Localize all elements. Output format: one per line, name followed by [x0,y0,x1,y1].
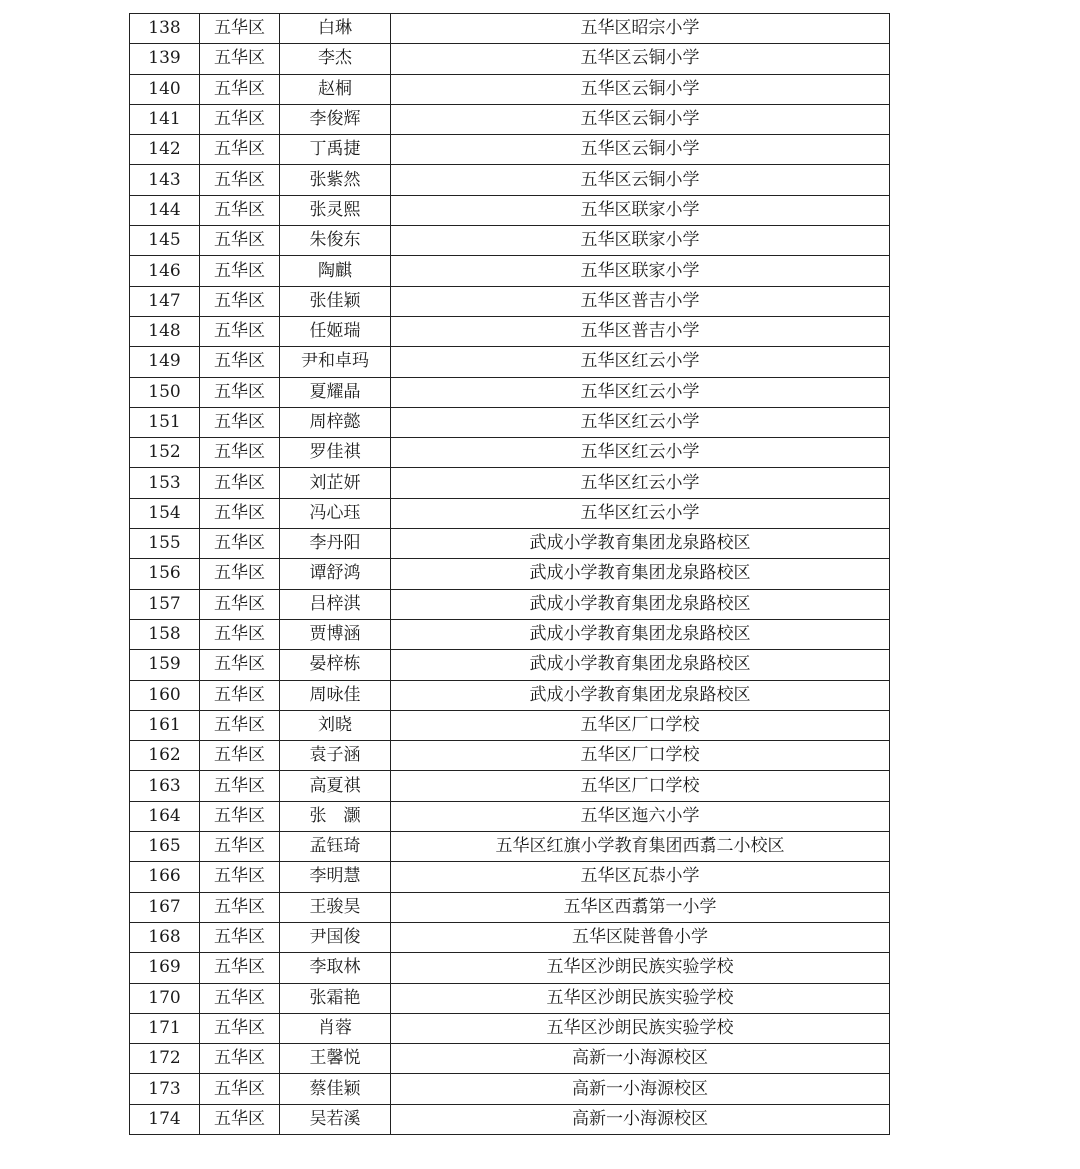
cell-name: 尹国俊 [280,922,391,952]
cell-district: 五华区 [200,529,280,559]
cell-school: 五华区普吉小学 [391,316,890,346]
cell-name: 高夏祺 [280,771,391,801]
table-row [130,438,890,468]
cell-school: 五华区陡普鲁小学 [391,922,890,952]
cell-number: 148 [130,316,200,346]
cell-number: 140 [130,74,200,104]
cell-number: 141 [130,104,200,134]
cell-district: 五华区 [200,650,280,680]
cell-district: 五华区 [200,953,280,983]
table-row [130,377,890,407]
table-row [130,226,890,256]
cell-district: 五华区 [200,1074,280,1104]
table-row [130,498,890,528]
cell-number: 159 [130,650,200,680]
cell-number: 170 [130,983,200,1013]
cell-number: 171 [130,1013,200,1043]
cell-name: 刘芷妍 [280,468,391,498]
cell-name: 王馨悦 [280,1044,391,1074]
cell-name: 夏耀晶 [280,377,391,407]
cell-name: 张霜艳 [280,983,391,1013]
cell-name: 周梓懿 [280,407,391,437]
table-row [130,1044,890,1074]
cell-school: 高新一小海源校区 [391,1074,890,1104]
table-row [130,862,890,892]
cell-school: 五华区昭宗小学 [391,14,890,44]
cell-school: 高新一小海源校区 [391,1104,890,1134]
cell-name: 任姬瑞 [280,316,391,346]
cell-name: 李取林 [280,953,391,983]
table-row [130,832,890,862]
cell-district: 五华区 [200,589,280,619]
cell-number: 173 [130,1074,200,1104]
table-row [130,74,890,104]
cell-number: 168 [130,922,200,952]
table-row [130,256,890,286]
cell-number: 144 [130,195,200,225]
cell-school: 五华区云铜小学 [391,74,890,104]
cell-district: 五华区 [200,892,280,922]
cell-name: 肖蓉 [280,1013,391,1043]
cell-school: 五华区红旗小学教育集团西翥二小校区 [391,832,890,862]
cell-district: 五华区 [200,316,280,346]
cell-number: 152 [130,438,200,468]
cell-name: 丁禹捷 [280,135,391,165]
cell-name: 蔡佳颖 [280,1074,391,1104]
cell-district: 五华区 [200,14,280,44]
cell-district: 五华区 [200,407,280,437]
cell-school: 五华区红云小学 [391,347,890,377]
table-row [130,559,890,589]
cell-name: 张佳颖 [280,286,391,316]
table-row [130,1074,890,1104]
cell-number: 154 [130,498,200,528]
cell-number: 161 [130,710,200,740]
cell-district: 五华区 [200,680,280,710]
cell-district: 五华区 [200,922,280,952]
cell-district: 五华区 [200,559,280,589]
cell-number: 164 [130,801,200,831]
cell-name: 王骏昊 [280,892,391,922]
cell-district: 五华区 [200,104,280,134]
table-row [130,286,890,316]
table-row [130,468,890,498]
table-row [130,347,890,377]
table-row [130,104,890,134]
table-row [130,407,890,437]
cell-name: 张紫然 [280,165,391,195]
cell-district: 五华区 [200,801,280,831]
cell-school: 五华区厂口学校 [391,741,890,771]
cell-school: 五华区沙朗民族实验学校 [391,953,890,983]
cell-number: 166 [130,862,200,892]
cell-number: 155 [130,529,200,559]
cell-number: 162 [130,741,200,771]
cell-district: 五华区 [200,710,280,740]
cell-name: 周咏佳 [280,680,391,710]
cell-number: 150 [130,377,200,407]
cell-name: 谭舒鸿 [280,559,391,589]
cell-name: 李杰 [280,44,391,74]
cell-district: 五华区 [200,619,280,649]
cell-school: 五华区红云小学 [391,468,890,498]
cell-name: 李明慧 [280,862,391,892]
cell-name: 朱俊东 [280,226,391,256]
cell-name: 赵桐 [280,74,391,104]
table-row [130,44,890,74]
table-row [130,922,890,952]
cell-district: 五华区 [200,1104,280,1134]
cell-district: 五华区 [200,226,280,256]
cell-number: 139 [130,44,200,74]
table-row [130,892,890,922]
table-row [130,983,890,1013]
table-row [130,801,890,831]
cell-number: 172 [130,1044,200,1074]
cell-district: 五华区 [200,195,280,225]
cell-number: 153 [130,468,200,498]
cell-school: 五华区瓦恭小学 [391,862,890,892]
cell-number: 165 [130,832,200,862]
cell-school: 五华区红云小学 [391,498,890,528]
cell-name: 吴若溪 [280,1104,391,1134]
cell-name: 刘晓 [280,710,391,740]
cell-name: 晏梓栋 [280,650,391,680]
cell-school: 高新一小海源校区 [391,1044,890,1074]
cell-school: 五华区云铜小学 [391,104,890,134]
table-row [130,529,890,559]
cell-number: 174 [130,1104,200,1134]
cell-school: 五华区沙朗民族实验学校 [391,983,890,1013]
cell-school: 五华区联家小学 [391,256,890,286]
cell-name: 张 灏 [280,801,391,831]
cell-name: 白琳 [280,14,391,44]
cell-school: 五华区厂口学校 [391,771,890,801]
cell-district: 五华区 [200,1044,280,1074]
cell-school: 五华区迤六小学 [391,801,890,831]
roster-table [129,13,890,1135]
cell-name: 李俊辉 [280,104,391,134]
cell-name: 孟钰琦 [280,832,391,862]
cell-number: 158 [130,619,200,649]
cell-school: 五华区红云小学 [391,377,890,407]
cell-name: 吕梓淇 [280,589,391,619]
cell-school: 武成小学教育集团龙泉路校区 [391,680,890,710]
table-row [130,14,890,44]
cell-number: 138 [130,14,200,44]
table-row [130,589,890,619]
cell-district: 五华区 [200,286,280,316]
cell-school: 五华区红云小学 [391,438,890,468]
cell-name: 袁子涵 [280,741,391,771]
cell-name: 尹和卓玛 [280,347,391,377]
table-row [130,650,890,680]
table-row [130,135,890,165]
cell-school: 武成小学教育集团龙泉路校区 [391,589,890,619]
cell-school: 武成小学教育集团龙泉路校区 [391,650,890,680]
cell-district: 五华区 [200,983,280,1013]
cell-number: 147 [130,286,200,316]
table-row [130,195,890,225]
cell-school: 五华区沙朗民族实验学校 [391,1013,890,1043]
cell-school: 五华区联家小学 [391,195,890,225]
cell-name: 张灵熙 [280,195,391,225]
cell-number: 151 [130,407,200,437]
cell-number: 142 [130,135,200,165]
table-row [130,1013,890,1043]
table-row [130,953,890,983]
cell-school: 五华区云铜小学 [391,44,890,74]
cell-district: 五华区 [200,44,280,74]
cell-school: 五华区西翥第一小学 [391,892,890,922]
cell-district: 五华区 [200,347,280,377]
cell-district: 五华区 [200,741,280,771]
table-row [130,619,890,649]
cell-district: 五华区 [200,1013,280,1043]
cell-number: 167 [130,892,200,922]
table-row [130,710,890,740]
cell-name: 冯心珏 [280,498,391,528]
cell-school: 五华区红云小学 [391,407,890,437]
cell-number: 157 [130,589,200,619]
cell-school: 武成小学教育集团龙泉路校区 [391,619,890,649]
cell-number: 156 [130,559,200,589]
cell-district: 五华区 [200,256,280,286]
cell-name: 罗佳祺 [280,438,391,468]
cell-district: 五华区 [200,498,280,528]
cell-number: 163 [130,771,200,801]
cell-number: 143 [130,165,200,195]
cell-district: 五华区 [200,135,280,165]
cell-district: 五华区 [200,74,280,104]
cell-school: 五华区云铜小学 [391,135,890,165]
cell-school: 五华区云铜小学 [391,165,890,195]
cell-district: 五华区 [200,771,280,801]
table-row [130,165,890,195]
roster-body [130,14,890,1135]
cell-number: 169 [130,953,200,983]
cell-district: 五华区 [200,832,280,862]
cell-school: 武成小学教育集团龙泉路校区 [391,559,890,589]
cell-school: 五华区厂口学校 [391,710,890,740]
cell-number: 160 [130,680,200,710]
cell-school: 武成小学教育集团龙泉路校区 [391,529,890,559]
cell-district: 五华区 [200,438,280,468]
cell-name: 陶麒 [280,256,391,286]
cell-number: 146 [130,256,200,286]
table-row [130,741,890,771]
table-row [130,771,890,801]
cell-number: 149 [130,347,200,377]
cell-school: 五华区联家小学 [391,226,890,256]
cell-district: 五华区 [200,468,280,498]
cell-district: 五华区 [200,377,280,407]
cell-district: 五华区 [200,862,280,892]
cell-district: 五华区 [200,165,280,195]
table-row [130,316,890,346]
table-row [130,680,890,710]
cell-school: 五华区普吉小学 [391,286,890,316]
cell-name: 贾博涵 [280,619,391,649]
cell-number: 145 [130,226,200,256]
cell-name: 李丹阳 [280,529,391,559]
table-row [130,1104,890,1134]
